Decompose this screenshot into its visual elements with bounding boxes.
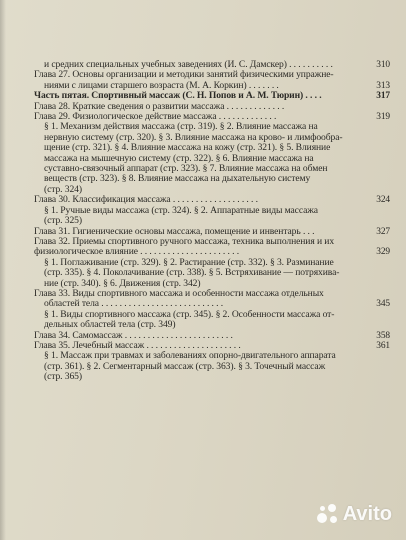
toc-page-number: 361 <box>376 340 390 351</box>
page-shadow <box>0 0 6 540</box>
toc-line-text: дельных областей тела (стр. 349) <box>44 319 176 331</box>
toc-line-text: Глава 33. Виды спортивного массажа и особенности массажа отдельных <box>34 287 324 299</box>
toc-page-number: 319 <box>376 112 390 123</box>
toc-page-number: 327 <box>376 226 390 237</box>
toc-page-number: 358 <box>376 330 390 341</box>
toc-line-text: Глава 35. Лечебный массаж . . . . . . . . . . . . . . . . . . . . . <box>34 339 241 351</box>
toc-line <box>34 362 384 372</box>
toc-line-text: § 1. Поглаживание (стр. 329). § 2. Растирание (стр. 332). § 3. Разминание <box>44 256 334 268</box>
avito-watermark <box>317 503 392 526</box>
toc-line <box>34 372 384 382</box>
toc-page-number: 317 <box>376 91 390 102</box>
toc-line-text: § 1. Ручные виды массажа (стр. 324). § 2. Аппаратные виды массажа <box>44 204 318 216</box>
toc-line-text: Часть пятая. Спортивный массаж (С. Н. Попов и А. М. Тюрин) . . . . <box>34 90 322 102</box>
toc-page-number: 345 <box>376 299 390 310</box>
toc-line-text: физиологическое влияние . . . . . . . . . . . . . . . . . . . . . . <box>34 246 240 258</box>
toc-line <box>34 206 384 216</box>
toc-line-text: областей тела . . . . . . . . . . . . . . . . . . . . . . . . . . . <box>44 298 224 310</box>
toc-line-text: Глава 27. Основы организации и методики занятий физическими упражне- <box>34 69 334 81</box>
toc-page-number: 310 <box>376 60 390 70</box>
toc-line-text: Глава 30. Классификация массажа . . . . . . . . . . . . . . . . . . . <box>34 194 258 206</box>
toc-page-number: 324 <box>376 195 390 206</box>
toc-line-text: (стр. 325) <box>44 215 82 227</box>
toc-line-text: Глава 32. Приемы спортивного ручного массажа, техника выполнения и их <box>34 235 335 247</box>
toc-line-text: ниями с лицами старшего возраста (М. А. Коркин) . . . . . . . <box>44 79 279 91</box>
watermark-text: Avito <box>342 503 392 525</box>
toc-line-text: и средних специальных учебных заведениях (И. С. Дамскер) . . . . . . . . . . <box>44 59 333 70</box>
toc-line-text: (стр. 365) <box>44 371 82 383</box>
toc-line-text: (стр. 324) <box>44 183 82 195</box>
toc-page-number: 329 <box>376 247 390 258</box>
toc-line-text: § 1. Механизм действия массажа (стр. 319). § 2. Влияние массажа на <box>44 121 318 133</box>
toc-line-text: (стр. 361). § 2. Сегментарный массаж (стр. 363). § 3. Точечный массаж <box>44 360 326 372</box>
toc-line-text: Глава 28. Краткие сведения о развитии массажа . . . . . . . . . . . . . <box>34 100 285 112</box>
toc-line-text: § 1. Виды спортивного массажа (стр. 345). § 2. Особенности массажа от- <box>44 308 335 320</box>
table-of-contents <box>34 59 390 383</box>
toc-line-text: ние (стр. 340). § 6. Движения (стр. 342) <box>44 277 201 289</box>
toc-line-text: Глава 34. Самомассаж . . . . . . . . . . . . . . . . . . . . . . . . <box>34 329 233 341</box>
toc-line-text: (стр. 335). § 4. Поколачивание (стр. 338). § 5. Встряхивание — потряхива- <box>44 267 340 279</box>
toc-line-text: щение (стр. 321). § 4. Влияние массажа на кожу (стр. 321). § 5. Влияние <box>44 142 331 154</box>
toc-line <box>34 174 384 184</box>
toc-page-number: 313 <box>376 80 390 91</box>
toc-line-text: § 1. Массаж при травмах и заболеваниях опорно-двигательного аппарата <box>44 350 336 362</box>
toc-line-text: нервную систему (стр. 320). § 3. Влияние массажа на крово- и лимфообра- <box>44 131 343 143</box>
toc-line-text: Глава 31. Гигиенические основы массажа, помещение и инвентарь . . . <box>34 225 315 237</box>
toc-line-text: веществ (стр. 323). § 8. Влияние массажа на дыхательную систему <box>44 173 311 185</box>
toc-line-text: массажа на мышечную систему (стр. 322). § 6. Влияние массажа на <box>44 152 314 164</box>
avito-logo-icon <box>317 504 339 526</box>
toc-line-text: суставно-связочный аппарат (стр. 323). § 7. Влияние массажа на обмен <box>44 163 328 175</box>
toc-line-text: Глава 29. Физиологическое действие массажа . . . . . . . . . . . . . <box>34 111 277 123</box>
